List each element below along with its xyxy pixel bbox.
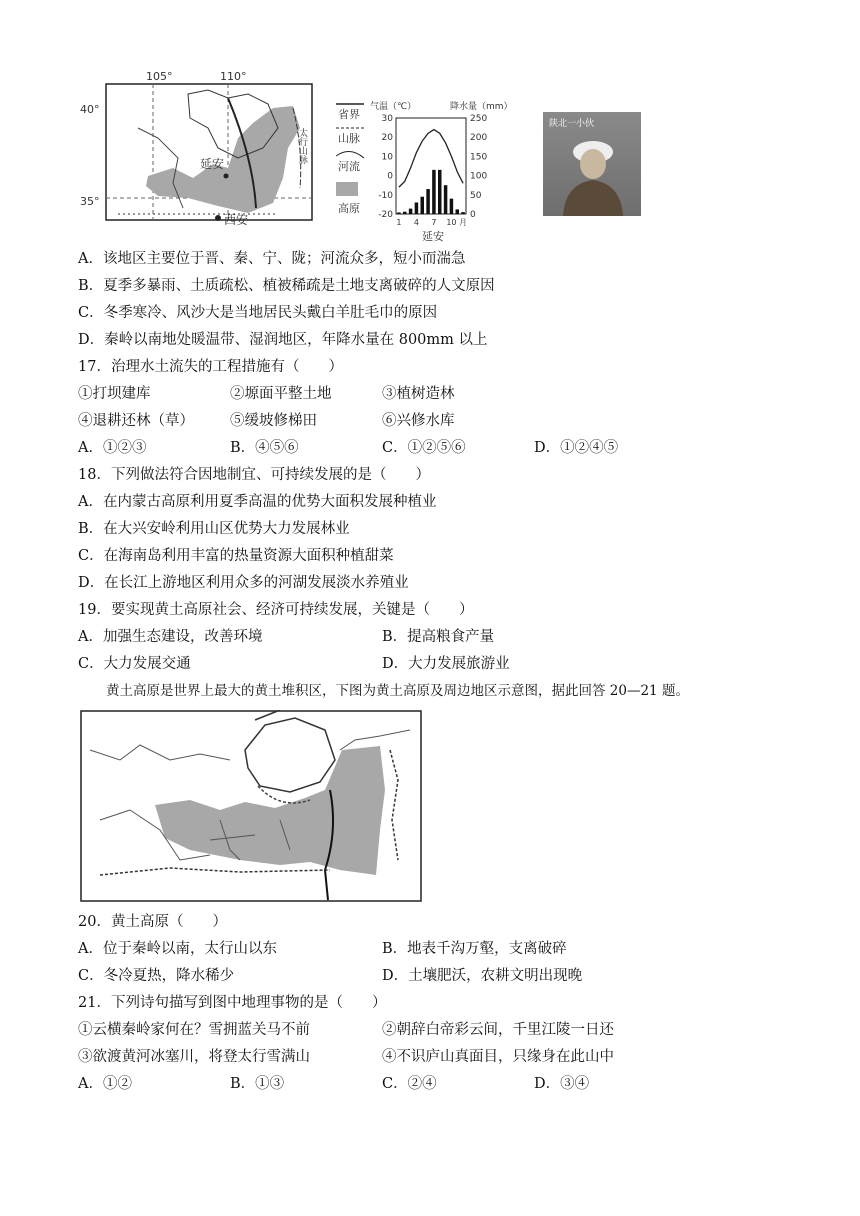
q17-item-6: ⑥兴修水库	[382, 413, 455, 429]
q19-option-a: A．加强生态建设，改善环境	[78, 629, 263, 645]
taihang-label: 太行山脉	[297, 128, 307, 164]
q19-option-d: D．大力发展旅游业	[382, 656, 510, 672]
precip-bar-7	[432, 170, 436, 214]
q21-option-a: A．①②	[78, 1076, 132, 1092]
legend-plateau: 高原	[338, 202, 360, 215]
legend-river: 河流	[338, 160, 360, 173]
q17-item-2: ②塬面平整土地	[230, 386, 332, 402]
q17-item-1: ①打坝建库	[78, 386, 151, 402]
q20-option-a: A．位于秦岭以南，太行山以东	[78, 941, 277, 957]
q21-poem-2: ②朝辞白帝彩云间，千里江陵一日还	[382, 1022, 614, 1038]
q17-option-b: B．④⑤⑥	[230, 440, 299, 456]
shaanbei-man-photo	[543, 112, 641, 216]
legend-mountain: 山脉	[338, 132, 360, 145]
city-xian: 西安	[224, 213, 249, 227]
q18-option-a: A．在内蒙古高原利用夏季高温的优势大面积发展种植业	[78, 494, 437, 510]
legend-plateau-symbol	[336, 182, 358, 196]
temp-tick-0: 30	[381, 114, 393, 124]
q17-option-a: A．①②③	[78, 440, 147, 456]
month-tick-3: 10	[446, 218, 457, 227]
q17-item-4: ④退耕还林（草）	[78, 413, 194, 429]
lon-label-110: 110°	[220, 70, 247, 83]
temp-tick-labels	[378, 114, 393, 220]
month-tick-0: 1	[396, 218, 402, 227]
q20-stem: 20．黄土高原（ ）	[78, 914, 227, 930]
temp-tick-3: 0	[387, 171, 393, 182]
q21-option-d: D．③④	[534, 1076, 590, 1092]
month-tick-2: 7	[431, 218, 437, 227]
q18-stem: 18．下列做法符合因地制宜、可持续发展的是（ ）	[78, 467, 430, 483]
legend-province: 省界	[338, 108, 360, 121]
q18-option-d: D．在长江上游地区利用众多的河湖发展淡水养殖业	[78, 575, 409, 591]
q21-option-b: B．①③	[230, 1076, 285, 1092]
q16-option-c: C．冬季寒冷、风沙大是当地居民头戴白羊肚毛巾的原因	[78, 305, 438, 321]
precip-bar-2	[403, 212, 407, 214]
precip-bar-4	[415, 202, 419, 214]
temp-curve	[399, 130, 463, 188]
q21-poem-4: ④不识庐山真面目，只缘身在此山中	[382, 1049, 614, 1065]
q17-option-c: C．①②⑤⑥	[382, 440, 466, 456]
q16-option-b: B．夏季多暴雨、土质疏松、植被稀疏是土地支离破碎的人文原因	[78, 278, 495, 294]
q19-stem: 19．要实现黄土高原社会、经济可持续发展，关键是（ ）	[78, 602, 474, 618]
q21-option-c: C．②④	[382, 1076, 437, 1092]
precip-bar-5	[421, 197, 425, 214]
loess-plateau-map-1	[78, 68, 328, 228]
precip-bar-10	[450, 199, 454, 214]
q19-option-c: C．大力发展交通	[78, 656, 191, 672]
precip-tick-0: 250	[470, 114, 488, 124]
q20-option-c: C．冬冷夏热，降水稀少	[78, 968, 235, 984]
temp-tick-2: 10	[381, 152, 393, 163]
q20-21-intro: 黄土高原是世界上最大的黄土堆积区，下图为黄土高原及周边地区示意图，据此回答 20—21 题。	[106, 683, 689, 699]
temp-axis-title: 气温（℃）	[370, 102, 417, 112]
city-yanan: 延安	[200, 157, 225, 171]
precip-tick-5: 0	[470, 210, 476, 220]
precip-bar-9	[444, 185, 448, 214]
map-legend	[330, 96, 370, 226]
xian-dot	[215, 215, 221, 221]
yanan-dot	[224, 174, 229, 179]
precip-bar-6	[426, 189, 430, 214]
photo-caption: 陕北一小伙	[549, 119, 595, 129]
month-tick-1: 4	[413, 218, 419, 227]
q21-poem-1: ①云横秦岭家何在？雪拥蓝关马不前	[78, 1022, 310, 1038]
q21-poem-3: ③欲渡黄河冰塞川，将登太行雪满山	[78, 1049, 310, 1065]
q20-option-d: D．土壤肥沃，农耕文明出现晚	[382, 968, 583, 984]
yanan-climate-chart	[370, 100, 530, 242]
q20-option-b: B．地表千沟万壑，支离破碎	[382, 941, 567, 957]
q17-option-d: D．①②④⑤	[534, 440, 619, 456]
precip-bar-8	[438, 170, 442, 214]
precip-tick-3: 100	[470, 171, 488, 182]
precip-axis-title: 降水量（mm）	[450, 102, 513, 112]
lon-label-105: 105°	[146, 70, 173, 83]
temp-tick-1: 20	[381, 133, 393, 144]
lat-label-40: 40°	[80, 103, 100, 116]
precip-tick-1: 200	[470, 133, 488, 144]
q17-stem: 17．治理水土流失的工程措施有（ ）	[78, 359, 343, 375]
precip-bar-11	[456, 209, 460, 214]
q21-stem: 21．下列诗句描写到图中地理事物的是（ ）	[78, 995, 387, 1011]
month-tick-labels	[396, 218, 467, 227]
precip-tick-4: 50	[470, 190, 482, 201]
temp-tick-5: -20	[378, 210, 393, 220]
precip-tick-2: 150	[470, 152, 488, 163]
loess-plateau-map-2	[80, 710, 422, 902]
q16-option-d: D．秦岭以南地处暖温带、湿润地区，年降水量在 800mm 以上	[78, 332, 488, 348]
q18-option-b: B．在大兴安岭利用山区优势大力发展林业	[78, 521, 350, 537]
precip-tick-labels	[470, 114, 487, 220]
q17-item-5: ⑤缓坡修梯田	[230, 413, 317, 429]
lat-label-35: 35°	[80, 195, 100, 208]
precip-bar-1	[397, 212, 401, 214]
q19-option-b: B．提高粮食产量	[382, 629, 495, 645]
month-tick-4: 月	[459, 218, 467, 227]
q17-item-3: ③植树造林	[382, 386, 455, 402]
temp-tick-4: -10	[378, 190, 393, 201]
q18-option-c: C．在海南岛利用丰富的热量资源大面积种植甜菜	[78, 548, 394, 564]
q16-option-a: A．该地区主要位于晋、秦、宁、陇；河流众多，短小而湍急	[78, 251, 466, 267]
legend-river-symbol	[336, 151, 364, 158]
precip-bar-3	[409, 209, 413, 214]
precip-bar-12	[461, 212, 465, 214]
chart-city-label: 延安	[422, 230, 444, 242]
